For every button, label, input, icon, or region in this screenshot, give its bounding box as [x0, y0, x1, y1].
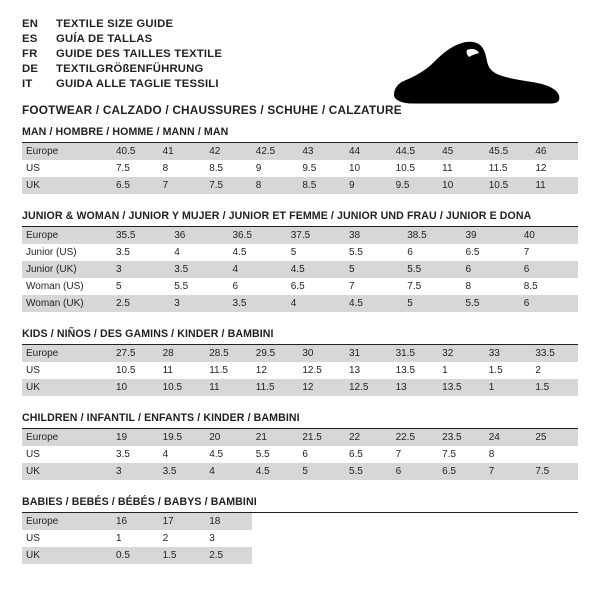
size-table [22, 513, 578, 564]
cell: 33 [485, 345, 532, 362]
row-label: Woman (UK) [22, 295, 112, 312]
cell: 6 [392, 463, 439, 480]
section-title: MAN / HOMBRE / HOMME / MANN / MAN [22, 126, 578, 143]
cell [345, 530, 392, 547]
cell: 4.5 [287, 261, 345, 278]
cell: 6 [302, 449, 308, 460]
language-code: DE [22, 63, 39, 75]
language-code: ES [22, 33, 38, 45]
cell: 3.5 [170, 261, 228, 278]
cell: 16 [112, 513, 159, 530]
cell: 43 [298, 143, 345, 160]
header [22, 18, 578, 117]
cell: 3 [112, 463, 159, 480]
cell: 9 [255, 163, 262, 174]
table-row [22, 261, 578, 278]
language-code: EN [22, 18, 39, 30]
cell: 36 [170, 227, 228, 244]
cell: 6 [232, 281, 239, 292]
language-text: TEXTILGRÖßENFÜHRUNG [56, 63, 204, 75]
table-row [22, 513, 578, 530]
cell: 6 [520, 261, 578, 278]
row-label: Woman (US) [26, 281, 84, 292]
cell: 2 [535, 365, 541, 376]
language-row [22, 33, 222, 48]
section-title: CHILDREN / INFANTIL / ENFANTS / KINDER / BAMBINI [22, 412, 578, 429]
cell: 8 [465, 281, 472, 292]
cell: 19 [112, 429, 159, 446]
cell: 37.5 [287, 227, 345, 244]
language-code: IT [22, 78, 33, 90]
language-text: GUIDA ALLE TAGLIE TESSILI [56, 78, 219, 90]
cell: 2.5 [112, 295, 170, 312]
cell: 3.5 [229, 295, 287, 312]
table-row [22, 295, 578, 312]
cell: 8.5 [298, 177, 345, 194]
cell: 3.5 [116, 449, 130, 460]
cell: 11.5 [209, 365, 228, 376]
cell: 9.5 [392, 177, 439, 194]
language-text: GUÍA DE TALLAS [56, 33, 153, 45]
cell: 5 [290, 247, 297, 258]
section-babies [22, 496, 578, 564]
table-row [22, 362, 578, 379]
dress-shoe-icon [372, 38, 562, 113]
cell: 6.5 [465, 247, 480, 258]
cell: 9 [345, 177, 392, 194]
section-title: BABIES / BEBÉS / BÉBÉS / BABYS / BAMBINI [22, 496, 578, 513]
cell: 2.5 [205, 547, 252, 564]
cell: 8 [162, 163, 169, 174]
cell: 6 [462, 261, 520, 278]
cell: 18 [205, 513, 252, 530]
cell: 8.5 [209, 163, 224, 174]
cell: 1.5 [531, 379, 578, 396]
cell: 12 [535, 163, 547, 174]
cell: 5 [116, 281, 122, 292]
language-row [22, 48, 222, 63]
cell [485, 530, 532, 547]
language-row [22, 18, 222, 33]
cell: 4 [287, 295, 345, 312]
cell: 5 [345, 261, 403, 278]
cell: 45.5 [485, 143, 532, 160]
table-row [22, 160, 578, 177]
cell [252, 513, 299, 530]
row-label: US [26, 449, 40, 460]
table-row [22, 379, 578, 396]
cell: 17 [159, 513, 206, 530]
cell: 6 [407, 247, 413, 258]
cell: 33.5 [531, 345, 578, 362]
cell: 31 [345, 345, 392, 362]
cell: 3 [170, 295, 228, 312]
cell: 4.5 [232, 247, 247, 258]
row-label: Europe [22, 429, 112, 446]
cell: 28.5 [205, 345, 252, 362]
cell: 4 [174, 247, 180, 258]
cell: 10.5 [485, 177, 532, 194]
language-list [22, 18, 222, 93]
table-row [22, 345, 578, 362]
cell: 41 [159, 143, 206, 160]
cell: 5 [298, 463, 345, 480]
section-man [22, 126, 578, 194]
cell: 5.5 [462, 295, 520, 312]
cell: 7 [159, 177, 206, 194]
cell: 25 [531, 429, 578, 446]
cell: 4 [229, 261, 287, 278]
cell: 0.5 [112, 547, 159, 564]
row-label: US [26, 163, 40, 174]
cell: 38 [345, 227, 403, 244]
cell: 12 [255, 365, 267, 376]
cell: 11 [531, 177, 578, 194]
cell: 10.5 [159, 379, 206, 396]
footwear-category-line: FOOTWEAR / CALZADO / CHAUSSURES / SCHUHE / CALZATURE [22, 103, 402, 117]
cell: 13.5 [395, 365, 416, 376]
language-code: FR [22, 48, 38, 60]
cell: 24 [485, 429, 532, 446]
cell [298, 513, 345, 530]
cell: 35.5 [112, 227, 170, 244]
language-text: TEXTILE SIZE GUIDE [56, 18, 174, 30]
cell: 1.5 [488, 365, 503, 376]
cell: 11 [442, 163, 453, 174]
table-row [22, 463, 578, 480]
cell: 11.5 [488, 163, 508, 174]
language-row [22, 63, 222, 78]
cell: 7.5 [116, 163, 130, 174]
cell: 44.5 [392, 143, 439, 160]
cell: 8.5 [523, 281, 538, 292]
cell [438, 530, 485, 547]
cell: 7.5 [407, 281, 422, 292]
cell: 10 [348, 163, 361, 174]
row-label: Junior (UK) [22, 261, 112, 278]
cell: 1 [485, 379, 532, 396]
cell: 11.5 [252, 379, 299, 396]
cell: 5.5 [255, 449, 270, 460]
cell: 29.5 [252, 345, 299, 362]
table-row [22, 227, 578, 244]
language-text: GUIDE DES TAILLES TEXTILE [56, 48, 223, 60]
row-label: Europe [22, 345, 112, 362]
table-row [22, 530, 578, 547]
cell: 3 [112, 261, 170, 278]
cell: 31.5 [392, 345, 439, 362]
cell: 13.5 [438, 379, 485, 396]
cell: 11 [205, 379, 252, 396]
cell: 39 [462, 227, 520, 244]
cell: 3.5 [116, 247, 130, 258]
cell: 5.5 [174, 281, 189, 292]
cell: 1 [116, 533, 122, 544]
cell [392, 513, 439, 530]
cell [252, 530, 299, 547]
cell [531, 547, 578, 564]
cell: 40 [520, 227, 578, 244]
row-label: US [26, 365, 40, 376]
cell: 1.5 [159, 547, 206, 564]
cell: 1 [442, 365, 448, 376]
cell: 6.5 [112, 177, 159, 194]
size-table [22, 345, 578, 396]
section-junior-woman [22, 210, 578, 312]
cell [531, 513, 578, 530]
cell: 7 [523, 247, 530, 258]
cell: 23.5 [438, 429, 485, 446]
cell: 36.5 [229, 227, 287, 244]
cell: 42 [205, 143, 252, 160]
cell: 40.5 [112, 143, 159, 160]
row-label: Europe [22, 227, 112, 244]
cell: 8 [252, 177, 299, 194]
cell: 7 [485, 463, 532, 480]
cell: 22 [345, 429, 392, 446]
cell: 19.5 [159, 429, 206, 446]
section-title: JUNIOR & WOMAN / JUNIOR Y MUJER / JUNIOR ET FEMME / JUNIOR UND FRAU / JUNIOR E DONA [22, 210, 578, 227]
cell: 11 [162, 365, 173, 376]
cell: 22.5 [392, 429, 439, 446]
cell: 7.5 [442, 449, 457, 460]
cell: 4 [162, 449, 169, 460]
table-row [22, 143, 578, 160]
cell [485, 547, 532, 564]
size-table [22, 429, 578, 480]
cell [298, 547, 345, 564]
cell: 4.5 [209, 449, 224, 460]
cell: 10.5 [116, 365, 136, 376]
row-label: US [26, 533, 40, 544]
size-table [22, 143, 578, 194]
cell: 5.5 [345, 463, 392, 480]
cell: 32 [438, 345, 485, 362]
cell [298, 530, 345, 547]
cell: 7.5 [205, 177, 252, 194]
cell: 28 [159, 345, 206, 362]
row-label: UK [22, 463, 112, 480]
cell: 3 [209, 533, 215, 544]
cell [252, 547, 299, 564]
cell: 7 [349, 281, 355, 292]
cell: 38.5 [403, 227, 461, 244]
table-row [22, 177, 578, 194]
row-label: Europe [22, 143, 112, 160]
cell [531, 530, 578, 547]
cell: 5 [403, 295, 461, 312]
cell: 6.5 [290, 281, 305, 292]
cell: 4 [205, 463, 252, 480]
cell: 8 [488, 449, 495, 460]
cell: 12.5 [345, 379, 392, 396]
cell: 21 [252, 429, 299, 446]
section-children [22, 412, 578, 480]
cell: 5.5 [349, 247, 363, 258]
cell: 10 [112, 379, 159, 396]
cell [531, 446, 578, 463]
cell [345, 513, 392, 530]
row-label: UK [22, 177, 112, 194]
row-label: UK [22, 379, 112, 396]
size-table [22, 227, 578, 312]
table-row [22, 429, 578, 446]
cell [485, 513, 532, 530]
cell: 6.5 [438, 463, 485, 480]
cell: 20 [205, 429, 252, 446]
table-row [22, 547, 578, 564]
cell: 5.5 [403, 261, 461, 278]
cell: 45 [438, 143, 485, 160]
cell: 4.5 [345, 295, 403, 312]
cell: 44 [345, 143, 392, 160]
section-title: KIDS / NIÑOS / DES GAMINS / KINDER / BAMBINI [22, 328, 578, 345]
cell: 10 [438, 177, 485, 194]
cell: 13 [392, 379, 439, 396]
cell: 6 [520, 295, 578, 312]
cell: 46 [531, 143, 578, 160]
cell [438, 513, 485, 530]
cell: 4.5 [252, 463, 299, 480]
cell: 27.5 [112, 345, 159, 362]
cell: 7.5 [531, 463, 578, 480]
cell [392, 530, 439, 547]
row-label: Europe [22, 513, 112, 530]
language-row [22, 78, 222, 93]
section-kids [22, 328, 578, 396]
cell: 30 [298, 345, 345, 362]
table-row [22, 446, 578, 463]
cell: 6.5 [348, 449, 363, 460]
row-label: UK [22, 547, 112, 564]
cell [438, 547, 485, 564]
cell: 10.5 [395, 163, 416, 174]
cell [345, 547, 392, 564]
cell [392, 547, 439, 564]
cell: 3.5 [159, 463, 206, 480]
row-label: Junior (US) [26, 247, 77, 258]
cell: 42.5 [252, 143, 299, 160]
cell: 13 [348, 365, 361, 376]
cell: 12 [298, 379, 345, 396]
cell: 2 [162, 533, 169, 544]
table-row [22, 244, 578, 261]
cell: 9.5 [302, 163, 317, 174]
cell: 7 [395, 449, 402, 460]
cell: 12.5 [302, 365, 322, 376]
table-row [22, 278, 578, 295]
cell: 21.5 [298, 429, 345, 446]
